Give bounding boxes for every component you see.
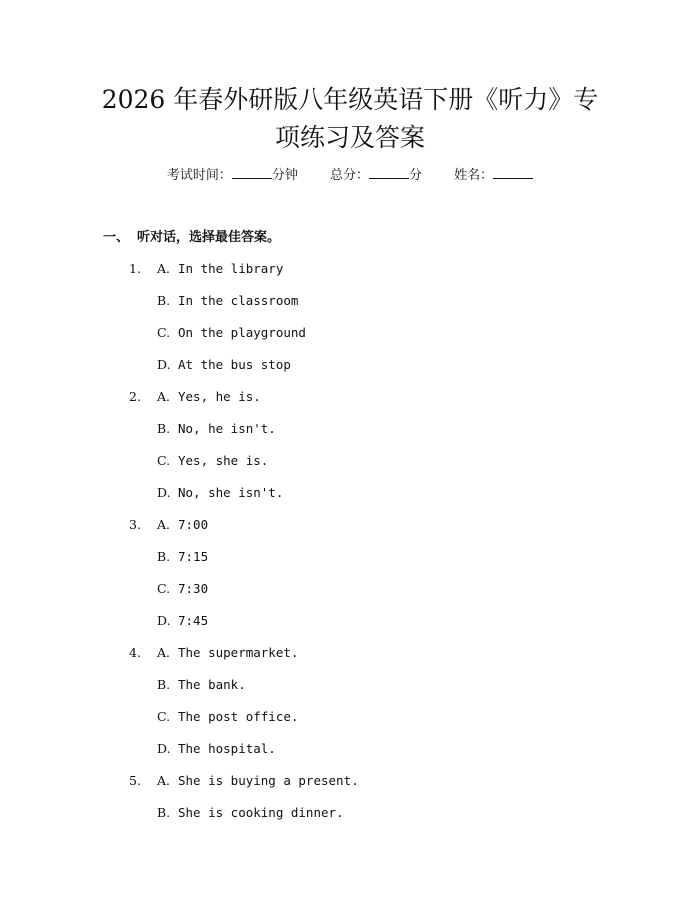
option-text: Yes, he is. — [178, 389, 261, 404]
option-letter: D. — [157, 741, 171, 756]
option-letter: B. — [157, 677, 171, 692]
option-text: 7:15 — [178, 549, 209, 564]
exam-time-unit: 分钟 — [271, 168, 298, 183]
option-letter: D. — [157, 485, 171, 500]
total-score-label: 总分： — [329, 168, 369, 183]
exam-time-field — [167, 168, 302, 183]
option-letter: A. — [157, 517, 171, 532]
option-letter: D. — [157, 357, 171, 372]
option-text: 7:30 — [178, 581, 209, 596]
option-letter: B. — [157, 421, 171, 436]
option-letter: B. — [157, 805, 171, 820]
question-number: 2. — [129, 389, 141, 404]
exam-time-label: 考试时间： — [166, 168, 232, 183]
option-letter: C. — [157, 709, 171, 724]
option-letter: B. — [157, 293, 171, 308]
document-title-line-2: 项练习及答案 — [274, 123, 425, 152]
exam-info — [0, 166, 700, 186]
option-text: No, she isn't. — [178, 485, 284, 500]
question-number: 4. — [129, 645, 141, 660]
option-text: The supermarket. — [178, 645, 299, 660]
option-text: No, he isn't. — [178, 421, 276, 436]
option-letter: C. — [157, 581, 171, 596]
section-heading — [103, 228, 280, 248]
question-number: 1. — [129, 261, 141, 276]
name-blank — [493, 166, 533, 179]
name-field — [454, 168, 533, 183]
option-letter: A. — [157, 645, 171, 660]
option-text: Yes, she is. — [178, 453, 269, 468]
option-text: At the bus stop — [178, 357, 291, 372]
option-letter: A. — [157, 261, 171, 276]
option-text: The hospital. — [178, 741, 276, 756]
question-number: 5. — [129, 773, 141, 788]
option-text: In the library — [178, 261, 284, 276]
option-letter: A. — [157, 773, 171, 788]
option-letter: C. — [157, 325, 171, 340]
total-score-field — [330, 168, 426, 183]
option-letter: C. — [157, 453, 171, 468]
option-text: 7:45 — [178, 613, 209, 628]
name-label: 姓名： — [454, 168, 494, 183]
option-letter: D. — [157, 613, 171, 628]
option-text: In the classroom — [178, 293, 299, 308]
option-text: She is cooking dinner. — [178, 805, 344, 820]
section-number: 一、 — [103, 230, 130, 245]
option-text: She is buying a present. — [178, 773, 359, 788]
section-instruction: 听对话，选择最佳答案。 — [137, 230, 281, 245]
question-number: 3. — [129, 517, 141, 532]
exam-time-blank — [232, 166, 272, 179]
option-text: On the playground — [178, 325, 306, 340]
option-letter: B. — [157, 549, 171, 564]
document-title-line-1: 2026 年春外研版八年级英语下册《听力》专 — [101, 85, 599, 114]
option-text: 7:00 — [178, 517, 209, 532]
total-score-blank — [369, 166, 409, 179]
option-text: The bank. — [178, 677, 246, 692]
option-letter: A. — [157, 389, 171, 404]
option-text: The post office. — [178, 709, 299, 724]
total-score-unit: 分 — [409, 168, 423, 183]
